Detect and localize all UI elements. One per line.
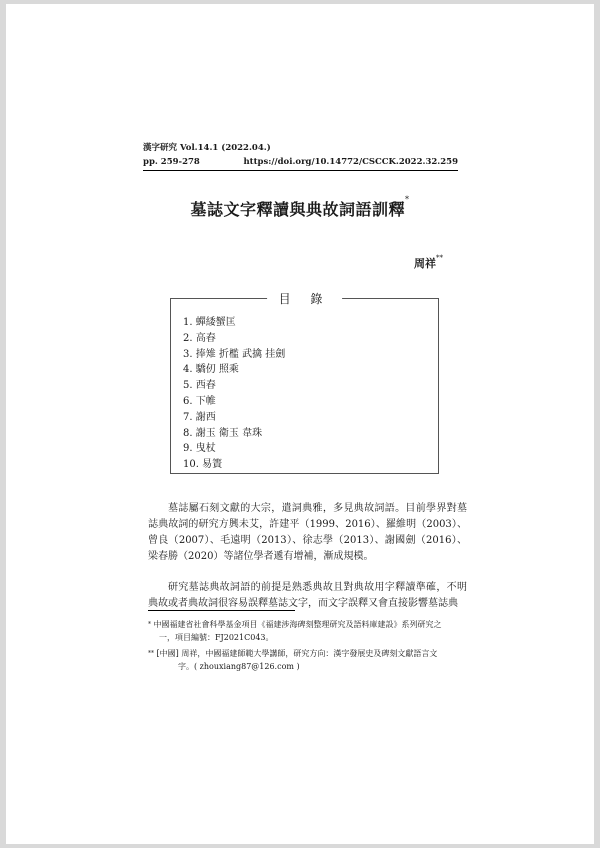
author-name — [414, 255, 443, 271]
paper-title-text: 墓誌文字釋讀與典故詞語訓釋 — [190, 200, 405, 219]
body-paragraph-1: 墓誌屬石刻文獻的大宗，遣詞典雅，多見典故詞語。目前學界對墓誌典故詞的研究方興未艾，許建平（1999、2016）、羅維明（2003）、曾良（2007）、毛遠明（2013）、徐志學（2013）、謝國劍（2016）、梁春勝（2020）等諸位學者遞有增補，漸成規模。 — [148, 503, 467, 562]
footnote-1-line-2: 一，項目編號：FJ2021C043。 — [159, 633, 274, 642]
footnote-2 — [148, 647, 465, 673]
toc-item: 8. 謝玉 衛玉 韋珠 — [183, 427, 263, 439]
toc-item: 4. 驕仞 照乘 — [183, 364, 239, 376]
toc-item: 6. 下帷 — [183, 395, 216, 407]
doi-link[interactable]: https://doi.org/10.14772/CSCCK.2022.32.259 — [243, 157, 458, 167]
footnote-1-mark: * — [148, 621, 151, 628]
footnote-1 — [148, 618, 465, 644]
header-rule — [143, 170, 458, 171]
author-footnote-mark: ** — [436, 254, 443, 262]
toc-heading: 目 錄 — [267, 291, 343, 307]
toc-item: 5. 西舂 — [183, 380, 216, 392]
title-footnote-mark: * — [405, 195, 410, 204]
toc-item: 1. 蟬緌蟹匡 — [183, 317, 236, 328]
toc-item: 10. 易簀 — [183, 459, 223, 471]
body-paragraph-2: 研究墓誌典故詞語的前提是熟悉典故且對典故用字釋讀準確，不明典故或者典故詞很容易誤釋墓誌文字，而文字誤釋又會直接影響墓誌典 — [148, 582, 467, 609]
paper-page — [6, 4, 594, 844]
toc-item: 9. 曳杖 — [183, 443, 216, 455]
author-name-text: 周祥 — [414, 257, 436, 270]
toc-item: 3. 捧雉 折檻 武擒 挂劍 — [183, 348, 286, 360]
footnote-2-line-1: [中國] 周祥，中國福建師範大學講師，研究方向：漢字發展史及碑刻文獻語言文 — [156, 649, 438, 658]
footnote-2-mark: ** — [148, 650, 154, 657]
journal-header: 漢字研究 Vol.14.1 (2022.04.) — [143, 143, 271, 153]
footnote-1-line-1: 中國福建省社會科學基金項目《福建涉海碑刻整理研究及語料庫建設》系列研究之 — [153, 620, 442, 629]
toc-item: 2. 高舂 — [183, 332, 216, 344]
page-range: pp. 259-278 — [143, 157, 200, 167]
table-of-contents — [170, 292, 439, 474]
paper-title — [6, 197, 594, 220]
toc-list — [183, 315, 285, 473]
footnote-rule — [148, 610, 295, 611]
footnote-2-line-2: 字。( zhouxiang87@126.com ) — [178, 662, 300, 671]
toc-item: 7. 謝西 — [183, 411, 216, 423]
